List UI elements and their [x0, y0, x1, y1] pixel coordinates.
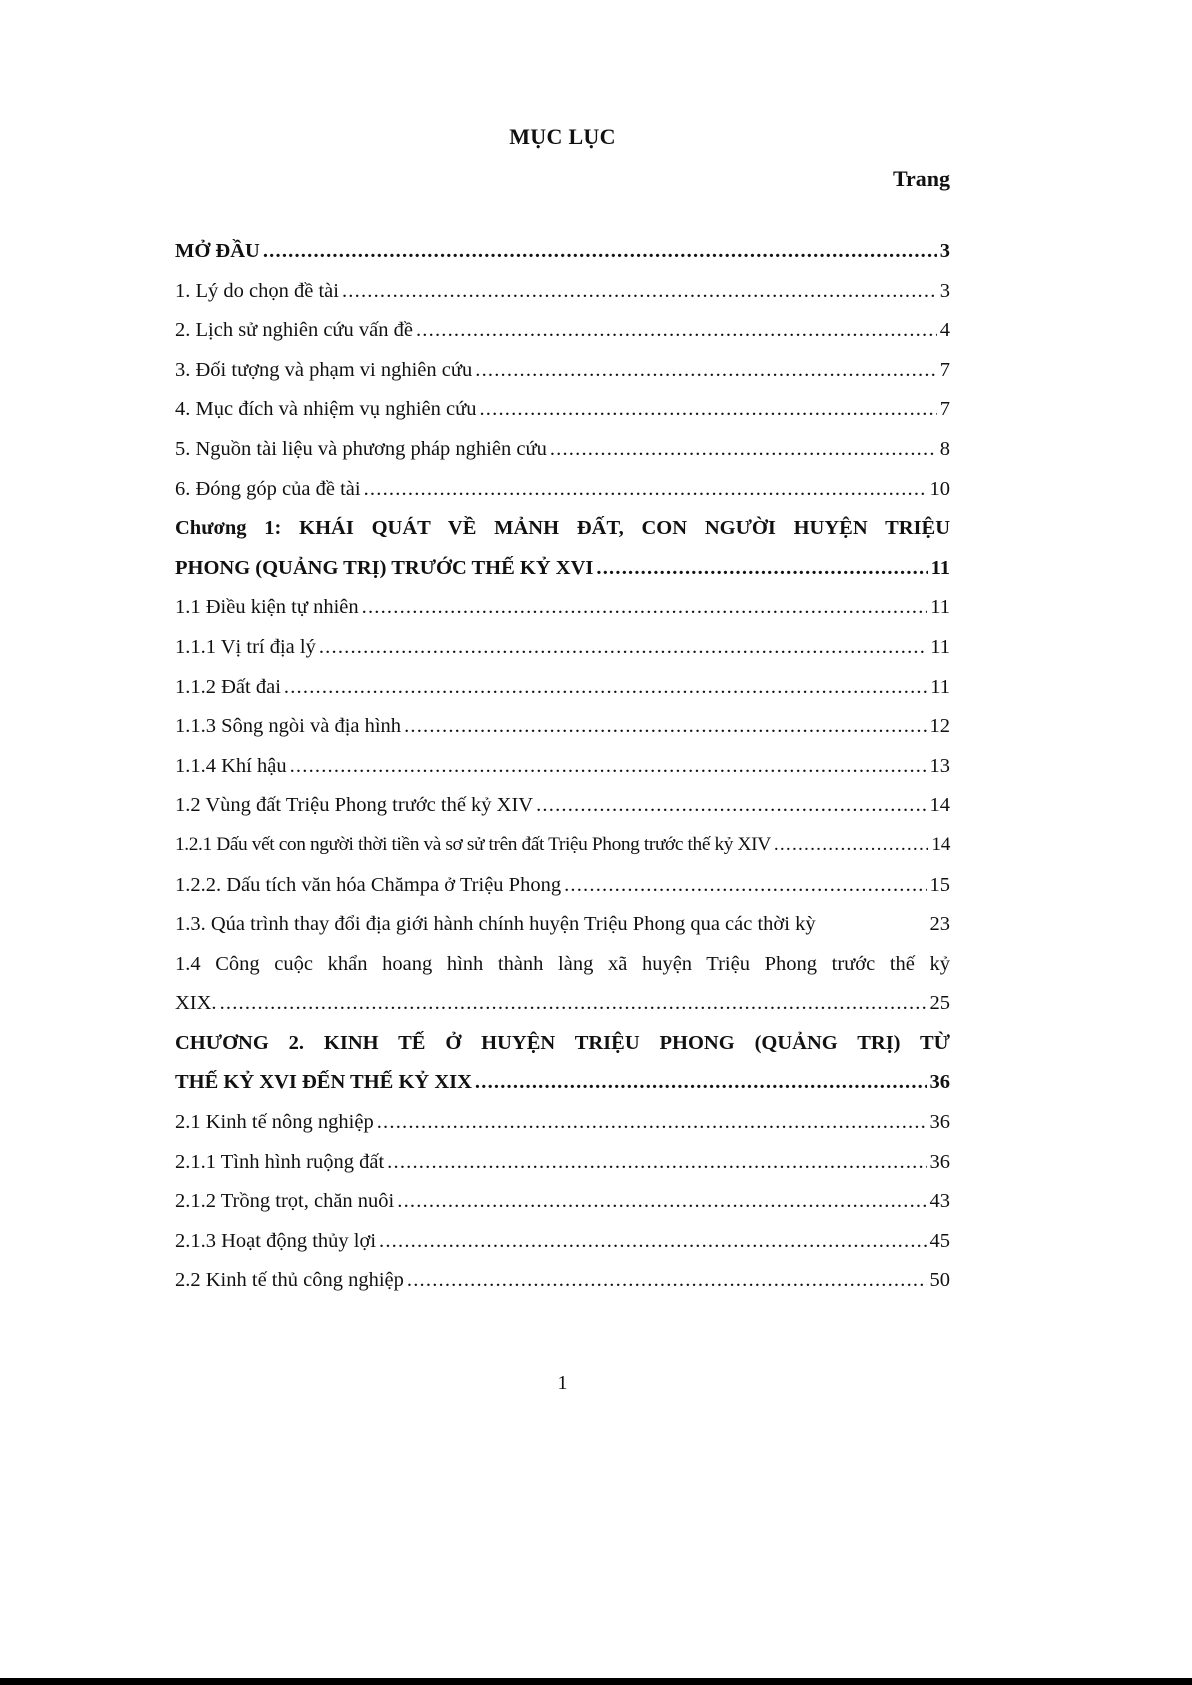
toc-entry	[175, 359, 950, 399]
toc-entry-label: 1. Lý do chọn đề tài	[175, 279, 339, 302]
dot-leader	[387, 1151, 926, 1174]
toc-entry	[175, 280, 950, 320]
toc-entry-label: 1.1.2 Đất đai	[175, 675, 281, 698]
toc-entry	[175, 755, 950, 795]
toc-entry	[175, 953, 950, 993]
toc-entry-page: 11	[930, 635, 950, 658]
toc-entry-label: 1.3. Qúa trình thay đổi địa giới hành chính huyện Triệu Phong qua các thời kỳ	[175, 913, 816, 936]
toc-entry-page: 11	[930, 675, 950, 698]
dot-leader	[774, 834, 929, 856]
toc-entry-page: 10	[929, 477, 950, 500]
toc-entry	[175, 913, 950, 953]
toc-entry-page: 3	[939, 279, 950, 302]
dot-leader	[564, 874, 926, 897]
toc-entry-page: 7	[939, 398, 950, 421]
toc-entry	[175, 517, 950, 557]
toc-entry-page: 36	[929, 1071, 950, 1094]
toc-entry-page: 8	[939, 437, 950, 460]
toc-entry	[175, 1071, 950, 1111]
dot-leader	[536, 794, 926, 817]
page-title: MỤC LỤC	[509, 124, 616, 149]
toc-entry-label: Chương 1: KHÁI QUÁT VỀ MẢNH ĐẤT, CON NGƯỜI HUYỆN TRIỆU	[175, 517, 950, 540]
toc-entry-label: 1.4 Công cuộc khẩn hoang hình thành làng xã huyện Triệu Phong trước thế kỷ	[175, 952, 950, 975]
toc-entry-label: CHƯƠNG 2. KINH TẾ Ở HUYỆN TRIỆU PHONG (QUẢNG TRỊ) TỪ	[175, 1031, 950, 1054]
toc-entry-label: 2. Lịch sử nghiên cứu vấn đề	[175, 319, 413, 342]
toc-entry	[175, 438, 950, 478]
toc-entry	[175, 1111, 950, 1151]
dot-leader	[342, 280, 937, 303]
dot-leader	[319, 636, 927, 659]
toc-entry	[175, 992, 950, 1032]
toc-entry-label: 1.2.2. Dấu tích văn hóa Chămpa ở Triệu Phong	[175, 873, 562, 896]
toc-entry	[175, 240, 950, 280]
dot-leader	[550, 438, 937, 461]
dot-leader	[364, 478, 927, 501]
toc-entry	[175, 676, 950, 716]
toc-entry-label: 1.2 Vùng đất Triệu Phong trước thế kỷ XIV	[175, 794, 534, 817]
dot-leader	[596, 557, 927, 580]
dot-leader	[220, 992, 927, 1015]
bottom-border	[0, 1678, 1192, 1685]
toc-entry-page: 14	[929, 794, 950, 817]
toc-entry-label: THẾ KỶ XVI ĐẾN THẾ KỶ XIX	[175, 1071, 472, 1094]
toc-entry-page: 36	[929, 1111, 950, 1134]
toc-entry-label: 1.1.3 Sông ngòi và địa hình	[175, 715, 402, 738]
toc-entry-label: 6. Đóng góp của đề tài	[175, 477, 361, 500]
dot-leader	[362, 596, 928, 619]
dot-leader	[416, 319, 937, 342]
toc-entry	[175, 874, 950, 914]
toc-entry-label: 4. Mục đích và nhiệm vụ nghiên cứu	[175, 398, 477, 421]
toc-entry-label: 1.1.1 Vị trí địa lý	[175, 635, 316, 658]
toc-entry-label: 1.1 Điều kiện tự nhiên	[175, 596, 359, 619]
toc-entry	[175, 1230, 950, 1270]
toc-entry-label: 1.1.4 Khí hậu	[175, 754, 287, 777]
toc-entry-page: 43	[929, 1190, 950, 1213]
toc-entry	[175, 478, 950, 518]
dot-leader	[263, 240, 937, 263]
toc-entry-label: PHONG (QUẢNG TRỊ) TRƯỚC THẾ KỶ XVI	[175, 556, 594, 579]
toc-entry	[175, 398, 950, 438]
toc-entry-page: 50	[929, 1269, 950, 1292]
dot-leader	[290, 755, 927, 778]
toc-entry-label: 2.1 Kinh tế nông nghiệp	[175, 1111, 374, 1134]
toc-entry	[175, 1032, 950, 1072]
dot-leader	[377, 1111, 927, 1134]
toc-entry	[175, 596, 950, 636]
toc-entry-label: 1.2.1 Dấu vết con người thời tiền và sơ sử trên đất Triệu Phong trước thế kỷ XIV	[175, 833, 771, 855]
toc-entry-label: 2.1.2 Trồng trọt, chăn nuôi	[175, 1190, 395, 1213]
toc-entry	[175, 557, 950, 597]
toc-entry-label: 2.1.1 Tình hình ruộng đất	[175, 1150, 385, 1173]
toc-entry	[175, 715, 950, 755]
toc-entry-page: 15	[929, 873, 950, 896]
toc-entry	[175, 319, 950, 359]
toc-entry	[175, 794, 950, 834]
toc-entry-label: 2.2 Kinh tế thủ công nghiệp	[175, 1269, 404, 1292]
toc-entry-page: 3	[939, 240, 950, 262]
dot-leader	[379, 1230, 926, 1253]
table-of-contents	[175, 240, 950, 1309]
toc-entry-page: 11	[930, 556, 950, 579]
toc-entry-page: 13	[929, 754, 950, 777]
toc-entry-label: 3. Đối tượng và phạm vi nghiên cứu	[175, 358, 473, 381]
toc-entry-page: 12	[929, 715, 950, 738]
toc-entry-label: XIX.	[175, 992, 217, 1015]
dot-leader	[407, 1269, 927, 1292]
page-column-header: Trang	[892, 166, 950, 191]
toc-entry-page: 14	[931, 833, 950, 855]
dot-leader	[479, 398, 936, 421]
toc-entry-page: 11	[930, 596, 950, 619]
toc-entry-label: 2.1.3 Hoạt động thủy lợi	[175, 1229, 377, 1252]
toc-entry	[175, 834, 950, 874]
toc-entry-page: 4	[939, 319, 950, 342]
page-number-footer: 1	[557, 1372, 568, 1394]
toc-entry-label: MỞ ĐẦU	[175, 240, 260, 262]
toc-entry	[175, 636, 950, 676]
toc-entry-page: 7	[939, 358, 950, 381]
dot-leader	[475, 1071, 927, 1094]
dot-leader	[397, 1190, 926, 1213]
dot-leader	[475, 359, 937, 382]
toc-entry-page: 36	[929, 1150, 950, 1173]
dot-leader	[284, 676, 927, 699]
dot-leader	[404, 715, 926, 738]
toc-entry-page: 25	[929, 992, 950, 1015]
toc-entry-page: 45	[929, 1229, 950, 1252]
toc-entry	[175, 1190, 950, 1230]
toc-entry	[175, 1151, 950, 1191]
toc-entry-page: 23	[929, 913, 950, 936]
toc-entry-label: 5. Nguồn tài liệu và phương pháp nghiên cứu	[175, 437, 547, 460]
toc-entry	[175, 1269, 950, 1309]
